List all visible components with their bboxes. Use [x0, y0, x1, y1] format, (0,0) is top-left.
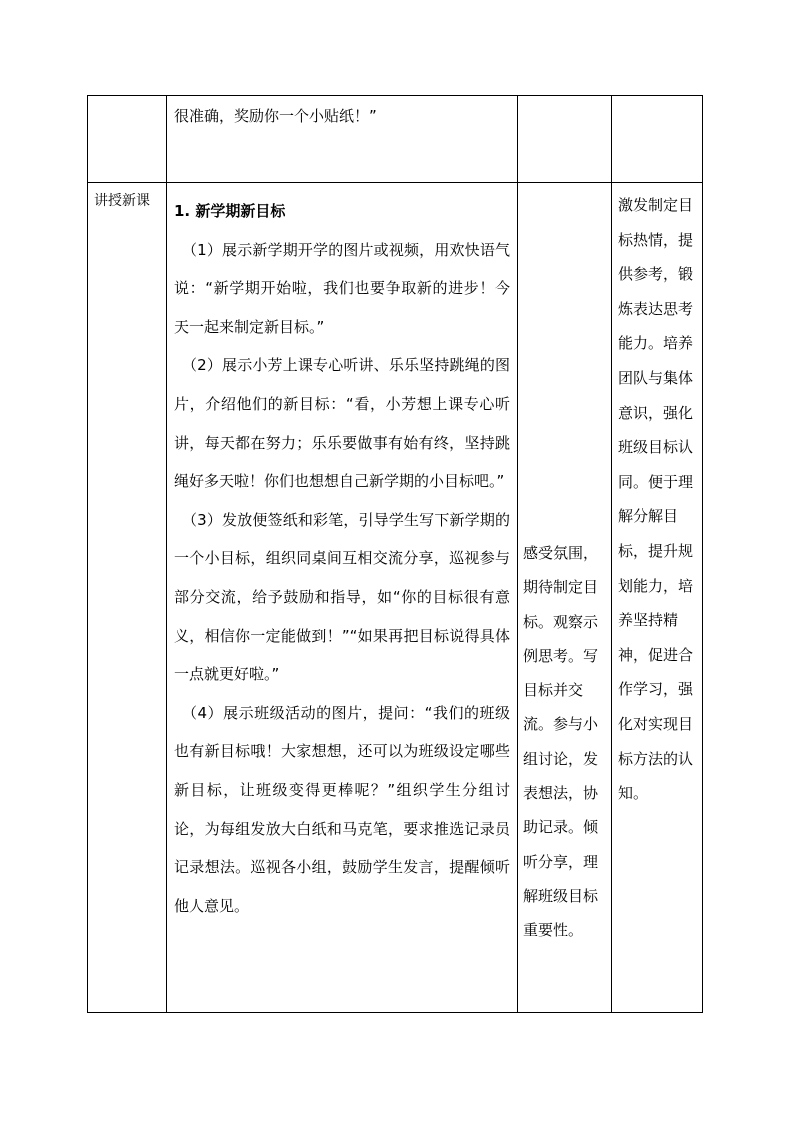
- teacher-activity-cell: [167, 183, 518, 1013]
- design-intent-text: 激发制定目标热情，提供参考，锻炼表达思考能力。培养团队与集体意识，强化班级目标认同。便于理解分解目标，提升规划能力，培养坚持精神，促进合作学习，强化对实现目标方法的认知。: [618, 196, 694, 803]
- table-row-new-lesson: [88, 183, 703, 1013]
- design-intent-cell-empty: [612, 96, 703, 183]
- design-intent-cell: [612, 183, 703, 1013]
- table-row-continued: [88, 96, 703, 183]
- lesson-plan-table: [87, 95, 703, 1013]
- activity-paragraph-3: （3）发放便签纸和彩笔，引导学生写下新学期的一个小目标，组织同桌间互相交流分享，巡视参与部分交流，给予鼓励和指导，如“你的目标很有意义，相信你一定能做到！”“如果再把目标说得具体一点就更好啦。”: [174, 510, 510, 684]
- activity-paragraph-1: （1）展示新学期开学的图片或视频，用欢快语气说：“新学期开始啦，我们也要争取新的进步！今天一起来制定新目标。”: [174, 240, 510, 336]
- section-heading: 1. 新学期新目标: [174, 202, 286, 220]
- continued-text: 很准确，奖励你一个小贴纸！”: [174, 107, 377, 125]
- stage-cell: [88, 183, 167, 1013]
- student-activity-text: 感受氛围，期待制定目标。观察示例思考。写目标并交流。参与小组讨论，发表想法，协助记录。倾听分享，理解班级目标重要性。: [523, 544, 599, 940]
- teacher-activity-cell-continued: [167, 96, 518, 183]
- student-activity-cell: [518, 183, 612, 1013]
- activity-paragraph-2: （2）展示小芳上课专心听讲、乐乐坚持跳绳的图片，介绍他们的新目标：“看，小芳想上课专心听讲，每天都在努力；乐乐要做事有始有终，坚持跳绳好多天啦！你们也想想自己新学期的小目标吧。”: [174, 356, 510, 491]
- stage-cell-empty: [88, 96, 167, 183]
- activity-paragraph-4: （4）展示班级活动的图片，提问：“我们的班级也有新目标哦！大家想想，还可以为班级设定哪些新目标，让班级变得更棒呢？”组织学生分组讨论，为每组发放大白纸和马克笔，要求推选记录员记录想法。巡视各小组，鼓励学生发言，提醒倾听他人意见。: [174, 703, 510, 915]
- student-activity-cell-empty: [518, 96, 612, 183]
- stage-label: 讲授新课: [94, 193, 150, 209]
